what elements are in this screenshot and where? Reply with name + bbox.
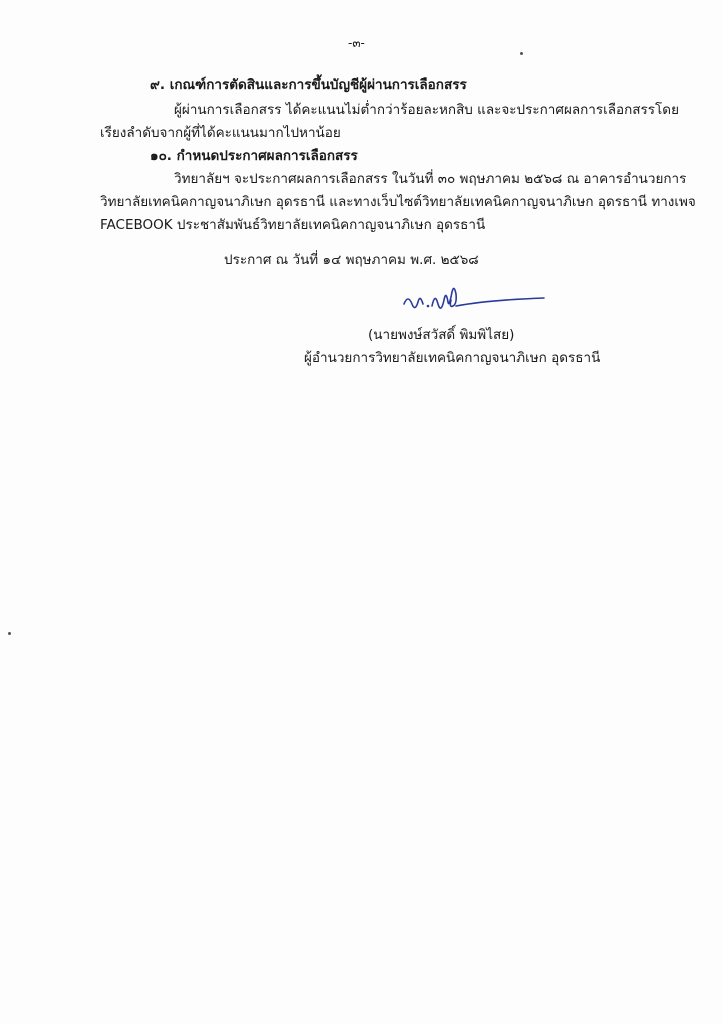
scan-speck [8, 632, 11, 635]
section-10-paragraph-line-2: วิทยาลัยเทคนิคกาญจนาภิเษก อุดรธานี และทางเว็บไซต์วิทยาลัยเทคนิคกาญจนาภิเษก อุดรธานี ทางเพจ [100, 194, 696, 210]
scan-speck [520, 52, 523, 55]
announcement-date: ประกาศ ณ วันที่ ๑๔ พฤษภาคม พ.ศ. ๒๕๖๘ [224, 252, 479, 268]
section-10-paragraph-line-3: FACEBOOK ประชาสัมพันธ์วิทยาลัยเทคนิคกาญจนาภิเษก อุดรธานี [100, 217, 486, 233]
signatory-name: (นายพงษ์สวัสดิ์ พิมพิไสย) [368, 327, 515, 343]
section-9-paragraph-line-2: เรียงลำดับจากผู้ที่ได้คะแนนมากไปหาน้อย [100, 125, 341, 141]
section-9-paragraph-line-1: ผู้ผ่านการเลือกสรร ได้คะแนนไม่ต่ำกว่าร้อยละหกสิบ และจะประกาศผลการเลือกสรรโดย [174, 102, 679, 118]
section-10-heading: ๑๐. กำหนดประกาศผลการเลือกสรร [150, 148, 358, 164]
handwritten-signature [398, 278, 548, 318]
section-10-paragraph-line-1: วิทยาลัยฯ จะประกาศผลการเลือกสรร ในวันที่ ๓๐ พฤษภาคม ๒๕๖๘ ณ อาคารอำนวยการ [174, 171, 687, 187]
signatory-position: ผู้อำนวยการวิทยาลัยเทคนิคกาญจนาภิเษก อุดรธานี [304, 350, 601, 366]
section-9-heading: ๙. เกณฑ์การตัดสินและการขึ้นบัญชีผู้ผ่านการเลือกสรร [150, 77, 467, 93]
page-number: -๓- [348, 36, 365, 50]
